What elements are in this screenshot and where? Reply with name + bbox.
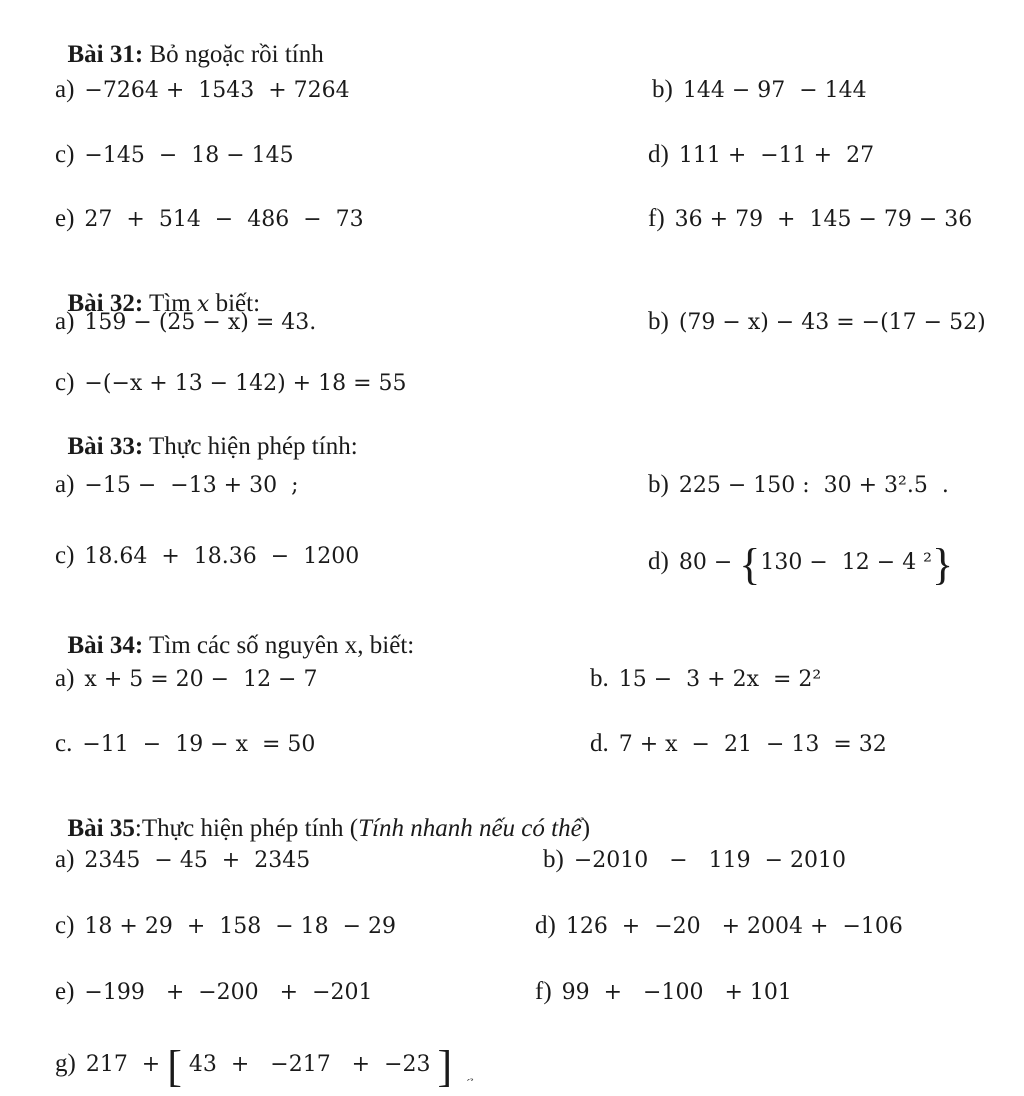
problem-expression: (79 − x) − 43 = −(17 − 52)	[678, 310, 986, 335]
problem-expression: 36 + 79 + 145 − 79 − 36	[674, 207, 973, 232]
exercise-number: Bài 34:	[67, 632, 144, 659]
problem-expression: 144 − 97 − 144	[682, 78, 867, 103]
problem-expression-mid: 43 + −217 + −23	[181, 1052, 438, 1077]
exercise-title-pre: Tìm	[143, 290, 197, 317]
problem-35c	[55, 913, 396, 938]
exercise-number: Bài 32:	[67, 290, 144, 317]
problem-label: d)	[535, 912, 556, 939]
problem-expression: −2010 − 119 − 2010	[573, 848, 847, 873]
problem-label: a)	[55, 665, 75, 692]
exercise-title-post: )	[581, 815, 591, 842]
exercise-number: Bài 31:	[67, 41, 144, 68]
variable-x: x	[196, 292, 210, 317]
problem-31e	[55, 206, 364, 231]
problem-label: b.	[590, 665, 609, 692]
heading-bai-35	[55, 791, 590, 841]
problem-label: b)	[648, 471, 669, 498]
problem-35g	[55, 1042, 453, 1091]
problem-34a	[55, 666, 317, 691]
problem-31c	[55, 142, 294, 167]
problem-label: a)	[55, 471, 75, 498]
problem-expression: 27 + 514 − 486 − 73	[84, 207, 364, 232]
problem-expression: x + 5 = 20 − 12 − 7	[84, 667, 318, 692]
problem-expression: 126 + −20 + 2004 + −106	[565, 914, 903, 939]
exercise-title: Bỏ ngoặc rồi tính	[143, 41, 324, 68]
problem-expression: −(−x + 13 − 142) + 18 = 55	[84, 371, 407, 396]
problem-expression: −15 − −13 + 30 ;	[84, 473, 299, 498]
problem-expression-pre: 217 +	[85, 1052, 168, 1077]
problem-32c	[55, 370, 407, 395]
problem-35f	[535, 979, 792, 1004]
problem-34c	[55, 731, 315, 756]
problem-expression: −199 + −200 + −201	[84, 980, 373, 1005]
problem-33b	[648, 472, 949, 497]
close-brace: }	[932, 540, 954, 589]
exercise-number: Bài 35	[67, 815, 135, 842]
problem-label: b)	[543, 846, 564, 873]
problem-32a	[55, 309, 316, 334]
problem-label: d.	[590, 730, 609, 757]
open-bracket: [	[167, 1042, 182, 1091]
exercise-number: Bài 33:	[67, 433, 144, 460]
problem-label: f)	[648, 205, 665, 232]
problem-label: c)	[55, 369, 75, 396]
problem-expression: 99 + −100 + 101	[561, 980, 792, 1005]
problem-expression: 225 − 150 : 30 + 3².5 .	[678, 473, 949, 498]
problem-32b	[648, 309, 986, 334]
close-bracket: ]	[437, 1042, 453, 1091]
exercise-title: Tìm các số nguyên x, biết:	[143, 632, 415, 659]
problem-35e	[55, 979, 373, 1004]
problem-expression-mid: 130 − 12 − 4 ²	[760, 550, 933, 575]
problem-expression: −11 − 19 − x = 50	[82, 732, 316, 757]
problem-expression: 111 + −11 + 27	[678, 143, 875, 168]
problem-34b	[590, 666, 821, 691]
problem-expression: 15 − 3 + 2x = 2²	[618, 667, 822, 692]
open-brace: {	[739, 540, 761, 589]
problem-expression-pre: 80 −	[678, 550, 740, 575]
exercise-title: Thực hiện phép tính:	[143, 433, 358, 460]
problem-label: a)	[55, 76, 75, 103]
problem-31b	[652, 77, 867, 102]
heading-bai-31	[55, 17, 324, 67]
problem-33d	[648, 540, 954, 589]
problem-label: b)	[652, 76, 673, 103]
problem-label: a)	[55, 308, 75, 335]
problem-label: d)	[648, 141, 669, 168]
heading-bai-34	[55, 608, 414, 658]
problem-31f	[648, 206, 972, 231]
problem-expression: 2345 − 45 + 2345	[84, 848, 311, 873]
problem-label: a)	[55, 846, 75, 873]
problem-31a	[55, 77, 350, 102]
problem-35d	[535, 913, 903, 938]
problem-label: c)	[55, 141, 75, 168]
problem-35a	[55, 847, 310, 872]
problem-label: b)	[648, 308, 669, 335]
problem-31d	[648, 142, 874, 167]
problem-label: c.	[55, 730, 73, 757]
cut-off-text: ́ ̉	[470, 1080, 474, 1095]
problem-34d	[590, 731, 887, 756]
problem-label: e)	[55, 205, 75, 232]
problem-expression: −7264 + 1543 + 7264	[84, 78, 350, 103]
problem-expression: 18.64 + 18.36 − 1200	[84, 544, 360, 569]
problem-expression: −145 − 18 − 145	[84, 143, 294, 168]
problem-label: c)	[55, 542, 75, 569]
problem-label: f)	[535, 978, 552, 1005]
problem-label: d)	[648, 548, 669, 575]
problem-33c	[55, 543, 359, 568]
problem-expression: 7 + x − 21 − 13 = 32	[618, 732, 887, 757]
problem-expression: 18 + 29 + 158 − 18 − 29	[84, 914, 397, 939]
problem-33a	[55, 472, 299, 497]
exercise-title-post: biết:	[209, 290, 261, 317]
exercise-title-pre: :Thực hiện phép tính (	[134, 815, 359, 842]
problem-label: e)	[55, 978, 75, 1005]
problem-35b	[543, 847, 846, 872]
problem-expression: 159 − (25 − x) = 43.	[84, 310, 317, 335]
problem-label: g)	[55, 1050, 76, 1077]
heading-bai-33	[55, 409, 358, 459]
exercise-title-italic: Tính nhanh nếu có thể	[358, 815, 582, 842]
problem-label: c)	[55, 912, 75, 939]
